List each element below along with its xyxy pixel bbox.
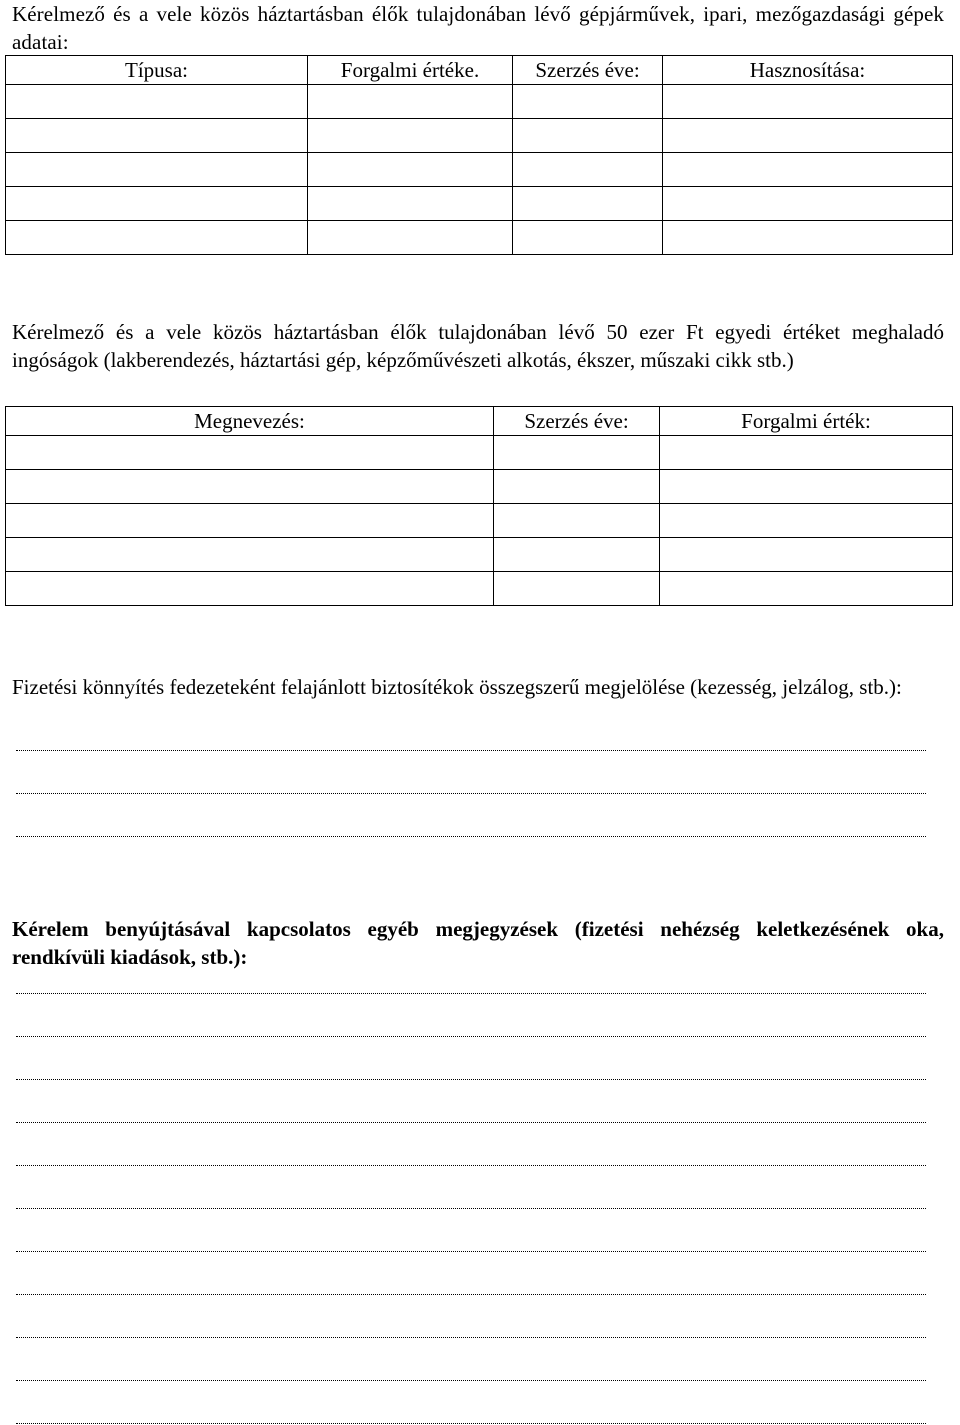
forgalmi-ertek-cell[interactable] — [660, 470, 953, 504]
table-row — [6, 153, 953, 187]
szerzes-eve-cell[interactable] — [513, 221, 663, 255]
movables-header-row — [6, 407, 953, 436]
dotted-answer-line[interactable] — [16, 750, 926, 752]
hasznositasa-cell[interactable] — [663, 187, 953, 221]
megnevezes-cell[interactable] — [6, 470, 494, 504]
szerzes-eve-cell[interactable] — [513, 187, 663, 221]
table-row — [6, 470, 953, 504]
szerzes-eve-cell[interactable] — [513, 85, 663, 119]
tipusa-cell[interactable] — [6, 153, 308, 187]
megnevezes-cell[interactable] — [6, 436, 494, 470]
szerzes-eve-cell[interactable] — [494, 436, 660, 470]
table-row — [6, 119, 953, 153]
forgalmi-ertek-cell[interactable] — [660, 572, 953, 606]
hasznositasa-cell[interactable] — [663, 221, 953, 255]
remarks-heading: Kérelem benyújtásával kapcsolatos egyéb megjegyzések (fizetési nehézség keletkezésének oka, rendkívüli kiadások, stb.): — [12, 917, 944, 969]
col-header-forgalmi-ertek: Forgalmi érték: — [660, 407, 953, 436]
forgalmi-ertek-cell[interactable] — [660, 504, 953, 538]
dotted-answer-line[interactable] — [16, 1337, 926, 1339]
col-header-megnevezes: Megnevezés: — [6, 407, 494, 436]
szerzes-eve-cell[interactable] — [513, 119, 663, 153]
dotted-answer-line[interactable] — [16, 993, 926, 995]
tipusa-cell[interactable] — [6, 221, 308, 255]
movables-heading: Kérelmező és a vele közös háztartásban élők tulajdonában lévő 50 ezer Ft egyedi értéket meghaladó ingóságok (lakberendezés, háztartási gép, képzőművészeti alkotás, ékszer, műszaki cikk stb.) — [12, 320, 944, 372]
szerzes-eve-cell[interactable] — [494, 538, 660, 572]
vehicles-header-row — [6, 56, 953, 85]
forgalmi-erteke-cell[interactable] — [308, 85, 513, 119]
vehicles-heading: Kérelmező és a vele közös háztartásban élők tulajdonában lévő gépjárművek, ipari, mezőgazdasági gépek adatai: — [12, 2, 944, 54]
megnevezes-cell[interactable] — [6, 572, 494, 606]
dotted-answer-line[interactable] — [16, 1036, 926, 1038]
movables-table — [5, 406, 953, 606]
hasznositasa-cell[interactable] — [663, 85, 953, 119]
dotted-answer-line[interactable] — [16, 1251, 926, 1253]
szerzes-eve-cell[interactable] — [494, 470, 660, 504]
dotted-answer-line[interactable] — [16, 1165, 926, 1167]
dotted-answer-line[interactable] — [16, 836, 926, 838]
dotted-answer-line[interactable] — [16, 1079, 926, 1081]
forgalmi-ertek-cell[interactable] — [660, 538, 953, 572]
col-header-szerzes-eve: Szerzés éve: — [494, 407, 660, 436]
megnevezes-cell[interactable] — [6, 504, 494, 538]
szerzes-eve-cell[interactable] — [494, 504, 660, 538]
table-row — [6, 572, 953, 606]
table-row — [6, 436, 953, 470]
dotted-answer-line[interactable] — [16, 1380, 926, 1382]
dotted-answer-line[interactable] — [16, 1208, 926, 1210]
forgalmi-ertek-cell[interactable] — [660, 436, 953, 470]
szerzes-eve-cell[interactable] — [513, 153, 663, 187]
col-header-hasznositasa: Hasznosítása: — [663, 56, 953, 85]
vehicles-table — [5, 55, 953, 255]
megnevezes-cell[interactable] — [6, 538, 494, 572]
table-row — [6, 85, 953, 119]
tipusa-cell[interactable] — [6, 187, 308, 221]
szerzes-eve-cell[interactable] — [494, 572, 660, 606]
hasznositasa-cell[interactable] — [663, 153, 953, 187]
tipusa-cell[interactable] — [6, 119, 308, 153]
table-row — [6, 221, 953, 255]
guarantees-heading: Fizetési könnyítés fedezeteként felajánlott biztosítékok összegszerű megjelölése (kezesség, jelzálog, stb.): — [12, 675, 902, 699]
col-header-forgalmi-erteke: Forgalmi értéke. — [308, 56, 513, 85]
col-header-tipusa: Típusa: — [6, 56, 308, 85]
col-header-szerzes-eve: Szerzés éve: — [513, 56, 663, 85]
table-row — [6, 187, 953, 221]
forgalmi-erteke-cell[interactable] — [308, 187, 513, 221]
table-row — [6, 538, 953, 572]
forgalmi-erteke-cell[interactable] — [308, 221, 513, 255]
dotted-answer-line[interactable] — [16, 793, 926, 795]
dotted-answer-line[interactable] — [16, 1294, 926, 1296]
dotted-answer-line[interactable] — [16, 1122, 926, 1124]
hasznositasa-cell[interactable] — [663, 119, 953, 153]
tipusa-cell[interactable] — [6, 85, 308, 119]
forgalmi-erteke-cell[interactable] — [308, 153, 513, 187]
table-row — [6, 504, 953, 538]
forgalmi-erteke-cell[interactable] — [308, 119, 513, 153]
